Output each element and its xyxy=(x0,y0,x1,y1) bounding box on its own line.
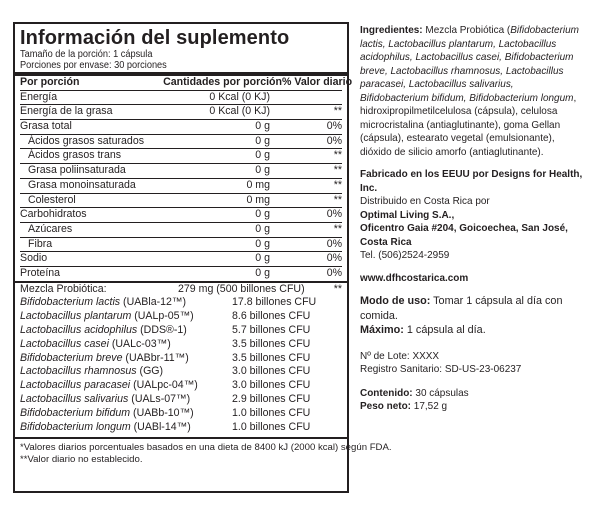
supplement-facts-panel xyxy=(13,22,392,493)
nutrient-dv: ** xyxy=(333,193,342,206)
strain-amount: 1.0 billones CFU xyxy=(232,406,311,419)
ingredients: Ingredientes: Mezcla Probiótica (Bifidobacterium lactis, Lactobacillus plantarum, Lactobacillus acidophilus, Lactobacillus casei, Bifidobacterium breve, Lactobacillus rhamnosus, Lactobacillus paracasei, Lactobacillus salivarius, Bifidobacterium bifidum, Bifidobacterium longum, hidroxipropilmetilcelulosa (cápsula), celulosa microcristalina (antiaglutinante), goma Gellan (cápsula), estearato vegetal (emulsionante), dióxido de silicio amorfo (antiaglutinante). xyxy=(360,24,579,158)
nutrient-dv: 0% xyxy=(326,120,342,133)
lot-number: Nº de Lote: XXXX xyxy=(360,349,440,362)
strain-row xyxy=(20,310,342,324)
sanitary-registry: Registro Sanitario: SD-US-23-06237 xyxy=(360,363,522,375)
company-phone: Tel. (506)2524-2959 xyxy=(360,249,450,261)
strain-name: Lactobacillus salivarius (UALs-07™) xyxy=(20,393,191,405)
nutrient-dv: ** xyxy=(333,222,342,235)
nutrient-row xyxy=(20,208,342,223)
usage: Modo de uso: Tomar 1 cápsula al día con comida. xyxy=(360,295,563,322)
nutrient-amount: 0 mg xyxy=(246,193,270,206)
nutrient-dv: 0% xyxy=(326,134,342,147)
strain-name: Lactobacillus casei (UALc-03™) xyxy=(20,337,171,350)
nutrient-dv: 0% xyxy=(326,266,342,279)
nutrient-row xyxy=(20,149,342,164)
strain-row xyxy=(20,338,342,352)
strain-name: Lactobacillus plantarum (UALp-05™) xyxy=(20,310,194,323)
strain-row xyxy=(20,407,342,421)
strain-row xyxy=(20,352,342,366)
nutrient-label: Colesterol xyxy=(28,193,76,206)
servings-per-container: Porciones por envase: 30 porciones xyxy=(20,60,167,71)
strain-row xyxy=(20,365,342,379)
strain-amount: 1.0 billones CFU xyxy=(232,420,311,433)
nutrient-dv: ** xyxy=(333,178,342,191)
nutrient-label: Azúcares xyxy=(28,222,73,235)
nutrient-dv: ** xyxy=(333,105,342,118)
nutrient-dv: 0% xyxy=(326,208,342,221)
nutrient-amount: 0 g xyxy=(255,149,270,162)
distributed-by: Distribuido en Costa Rica por xyxy=(360,195,490,207)
nutrient-amount: 0 g xyxy=(255,252,270,265)
strain-name: Lactobacillus rhamnosus (GG) xyxy=(20,365,164,378)
nutrient-amount: 0 mg xyxy=(246,178,270,191)
strain-amount: 8.6 billones CFU xyxy=(232,310,311,323)
nutrient-row xyxy=(20,105,342,120)
footnote-dv: *Valores diarios porcentuales basados en una dieta de 8400 kJ (2000 kcal) según FDA. xyxy=(20,442,392,454)
nutrient-label: Ácidos grasos trans xyxy=(28,149,122,162)
strain-row xyxy=(20,379,342,393)
strain-name: Lactobacillus paracasei (UALpc-04™) xyxy=(20,379,198,392)
header-per-serving: Por porción xyxy=(20,76,80,88)
strain-row xyxy=(20,296,342,310)
header-dv: % Valor diario xyxy=(282,76,353,88)
nutrient-row xyxy=(20,223,342,238)
made-by: Fabricado en los EEUU por Designs for Health, Inc. xyxy=(360,168,583,194)
nutrient-dv: ** xyxy=(333,149,342,162)
strain-amount: 3.5 billones CFU xyxy=(232,351,311,364)
nutrient-dv: ** xyxy=(333,164,342,177)
nutrient-amount: 0 g xyxy=(255,237,270,250)
nutrient-row xyxy=(20,267,342,281)
strain-name: Bifidobacterium bifidum (UABb-10™) xyxy=(20,406,194,419)
strain-name: Bifidobacterium breve (UABbr-11™) xyxy=(20,351,189,364)
serving-size: Tamaño de la porción: 1 cápsula xyxy=(20,49,153,60)
strain-amount: 3.0 billones CFU xyxy=(232,379,311,392)
strain-name: Lactobacillus acidophilus (DDS®-1) xyxy=(20,324,187,337)
nutrient-row xyxy=(20,179,342,194)
nutrient-dv: 0% xyxy=(326,252,342,265)
nutrient-row xyxy=(20,252,342,267)
panel-title: Información del suplemento xyxy=(20,27,290,49)
strain-name: Bifidobacterium longum (UABl-14™) xyxy=(20,420,191,433)
nutrient-amount: 0 g xyxy=(255,266,270,279)
strain-row xyxy=(20,421,342,435)
nutrient-label: Fibra xyxy=(28,237,53,250)
nutrient-label: Energía xyxy=(20,90,58,103)
nutrient-dv: 0% xyxy=(326,237,342,250)
nutrient-amount: 0 g xyxy=(255,208,270,221)
nutrient-row xyxy=(20,194,342,209)
strain-row xyxy=(20,324,342,338)
nutrient-amount: 0 Kcal (0 KJ) xyxy=(209,105,270,118)
blend-dv: ** xyxy=(333,282,342,295)
nutrient-amount: 0 g xyxy=(255,222,270,235)
blend-label: Mezcla Probiótica: xyxy=(20,282,107,295)
strain-amount: 2.9 billones CFU xyxy=(232,393,311,405)
nutrient-label: Ácidos grasos saturados xyxy=(28,134,145,147)
nutrient-label: Proteína xyxy=(20,266,61,279)
net-weight: Peso neto: 17,52 g xyxy=(360,400,448,412)
website-link[interactable]: www.dfhcostarica.com xyxy=(360,271,469,284)
nutrient-row xyxy=(20,164,342,179)
footnote-not-established: **Valor diario no establecido. xyxy=(20,454,143,466)
company-address: Oficentro Gaia #204, Goicoechea, San José, Costa Rica xyxy=(360,222,568,248)
nutrient-label: Grasa monoinsaturada xyxy=(28,178,136,191)
strain-amount: 17.8 billones CFU xyxy=(232,296,317,309)
blend-row xyxy=(20,283,342,297)
blend-amount: 279 mg (500 billones CFU) xyxy=(178,282,305,295)
nutrient-row xyxy=(20,238,342,253)
nutrient-amount: 0 g xyxy=(255,134,270,147)
maximum: Máximo: 1 cápsula al día. xyxy=(360,324,486,336)
nutrient-row xyxy=(20,120,342,135)
nutrient-label: Sodio xyxy=(20,252,48,265)
company-name: Optimal Living S.A., xyxy=(360,208,455,221)
strain-list xyxy=(20,296,342,434)
header-amount: Cantidades por porción xyxy=(163,76,282,88)
nutrient-label: Grasa poliinsaturada xyxy=(28,164,126,177)
table-header xyxy=(20,76,353,91)
content: Contenido: 30 cápsulas xyxy=(360,386,469,399)
nutrient-amount: 0 g xyxy=(255,120,270,133)
nutrient-label: Grasa total xyxy=(20,120,72,133)
nutrient-label: Carbohidratos xyxy=(20,208,87,221)
strain-name: Bifidobacterium lactis (UABla-12™) xyxy=(20,296,187,309)
nutrient-amount: 0 g xyxy=(255,164,270,177)
info-column xyxy=(360,24,584,414)
strain-amount: 5.7 billones CFU xyxy=(232,324,311,337)
nutrient-amount: 0 Kcal (0 KJ) xyxy=(209,90,270,103)
strain-row xyxy=(20,393,342,407)
nutrient-row xyxy=(20,135,342,150)
footer-divider xyxy=(15,437,347,439)
strain-amount: 3.5 billones CFU xyxy=(232,337,311,350)
nutrient-row xyxy=(20,91,342,106)
nutrient-list xyxy=(20,91,342,281)
nutrient-label: Energía de la grasa xyxy=(20,105,113,118)
strain-amount: 3.0 billones CFU xyxy=(232,365,311,378)
